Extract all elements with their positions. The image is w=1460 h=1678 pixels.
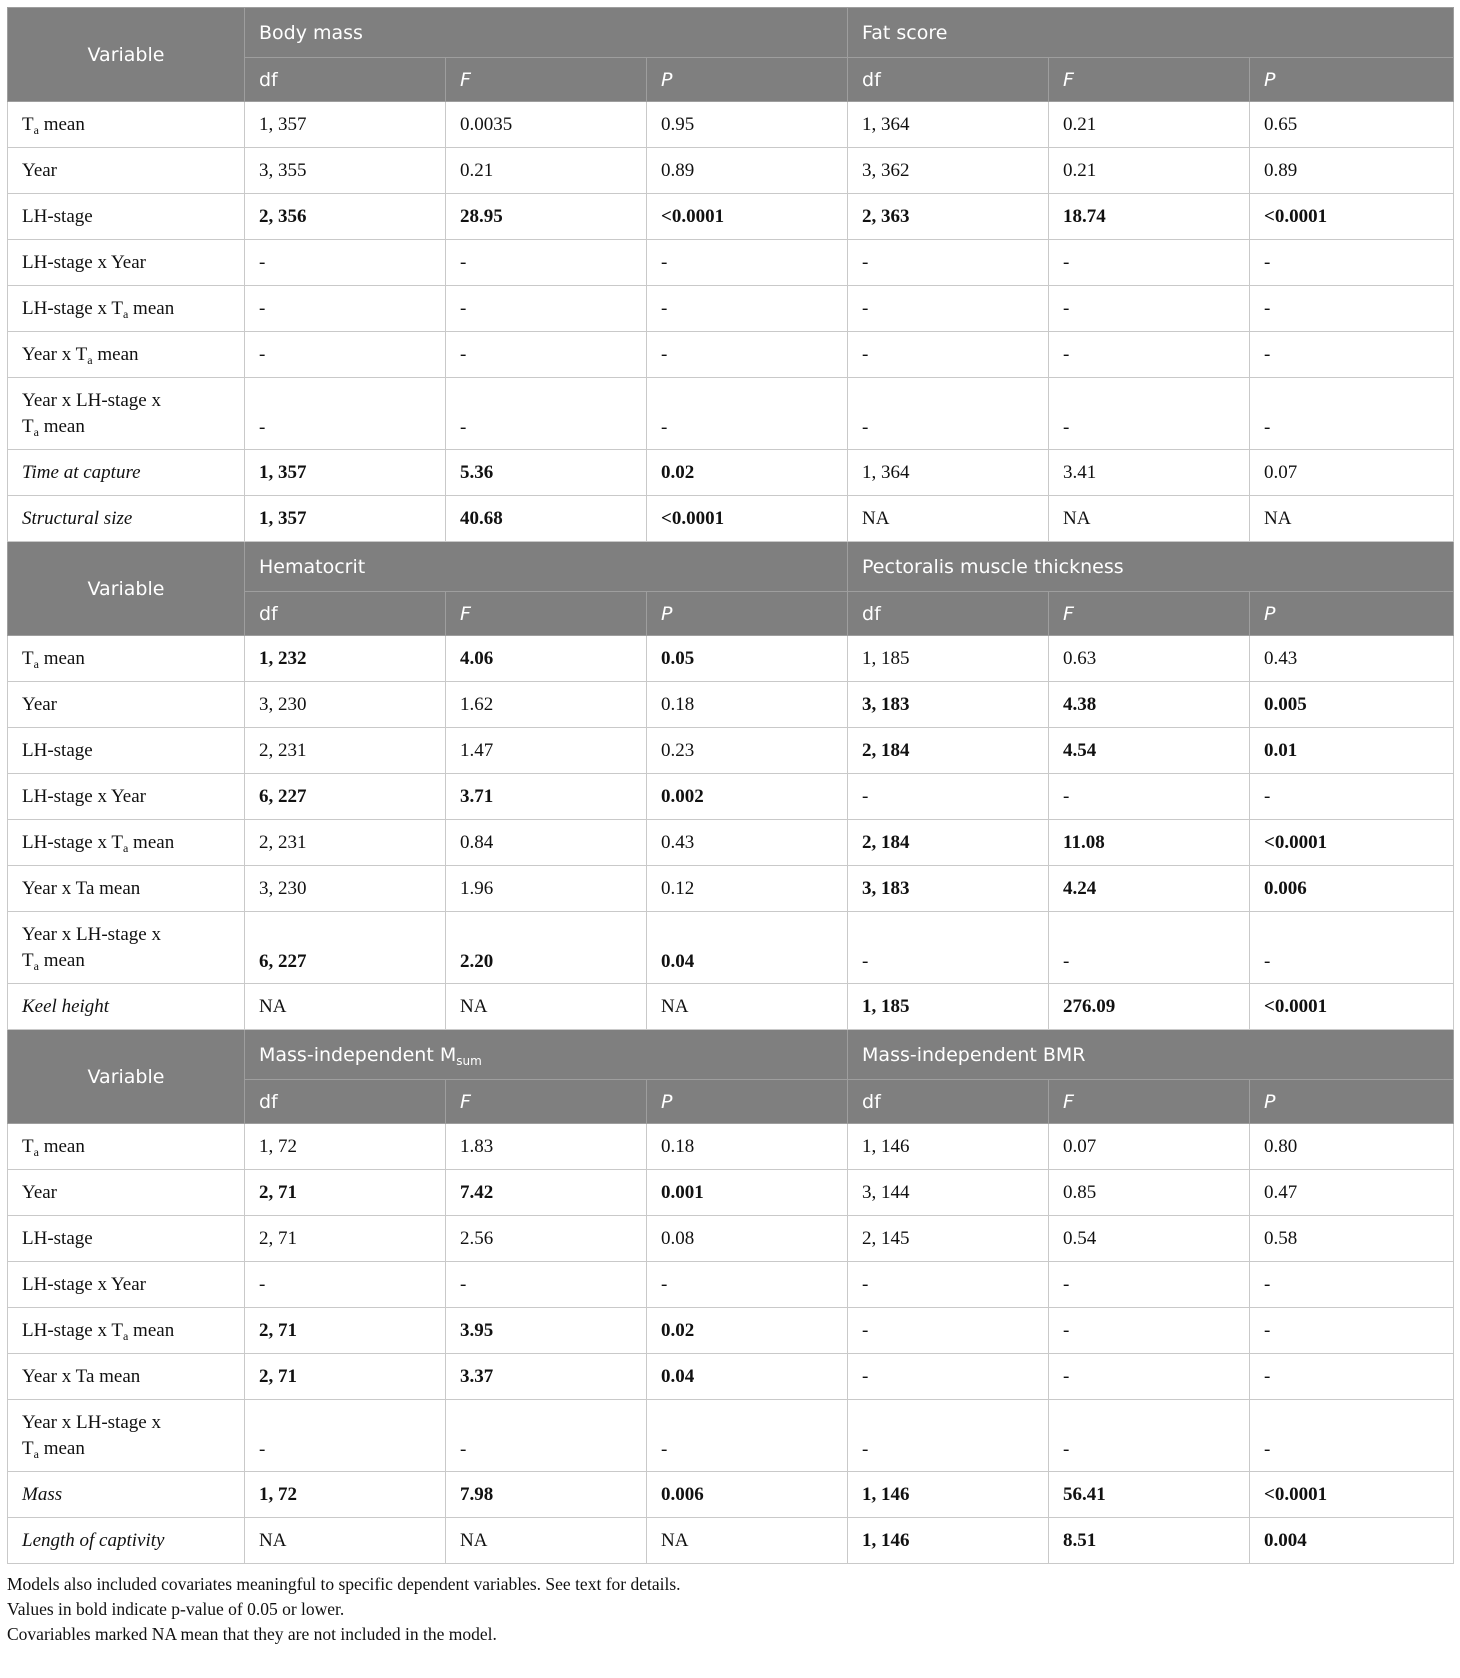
- row-label: [8, 866, 245, 912]
- table-cell: 0.80: [1250, 1124, 1454, 1170]
- table-cell: 0.58: [1250, 1216, 1454, 1262]
- table-cell: 7.42: [446, 1170, 647, 1216]
- group-header-subscript: sum: [456, 1053, 482, 1068]
- table-cell: 3.71: [446, 774, 647, 820]
- row-label-subscript: a: [33, 424, 39, 439]
- table-cell: -: [245, 378, 446, 450]
- table-cell: -: [848, 332, 1049, 378]
- table-cell: 0.001: [647, 1170, 848, 1216]
- table-cell: 1, 364: [848, 102, 1049, 148]
- p-header: P: [647, 58, 848, 102]
- table-cell: 0.006: [1250, 866, 1454, 912]
- table-cell: -: [245, 1400, 446, 1472]
- table-cell: NA: [848, 496, 1049, 542]
- table-row: [8, 378, 1454, 450]
- row-label-subscript: a: [122, 1328, 129, 1343]
- row-label-text: T: [22, 1135, 34, 1157]
- table-cell: 2, 356: [245, 194, 446, 240]
- table-cell: -: [647, 1400, 848, 1472]
- table-cell: -: [1250, 774, 1454, 820]
- row-label-subscript: a: [33, 656, 39, 671]
- row-label: [8, 820, 245, 866]
- row-label-subscript: a: [87, 352, 93, 367]
- table-cell: -: [1049, 240, 1250, 286]
- row-label-text: Year: [22, 1181, 58, 1203]
- table-cell: -: [848, 774, 1049, 820]
- table-cell: NA: [1250, 496, 1454, 542]
- table-cell: 0.47: [1250, 1170, 1454, 1216]
- table-cell: NA: [1049, 496, 1250, 542]
- row-label-text: LH-stage: [22, 739, 93, 761]
- df-header: df: [245, 58, 446, 102]
- table-cell: 0.85: [1049, 1170, 1250, 1216]
- table-cell: -: [647, 286, 848, 332]
- row-label-subscript: a: [33, 958, 39, 973]
- row-label-text: Year x LH-stage x: [22, 923, 161, 945]
- row-label: [8, 984, 245, 1030]
- f-header: F: [1049, 1080, 1250, 1124]
- f-header: F: [446, 1080, 647, 1124]
- row-label: [8, 1518, 245, 1564]
- table-cell: <0.0001: [1250, 820, 1454, 866]
- table-cell: -: [245, 1262, 446, 1308]
- table-cell: -: [1250, 240, 1454, 286]
- table-cell: 2, 145: [848, 1216, 1049, 1262]
- row-label-text: T: [22, 949, 34, 971]
- row-label: [8, 286, 245, 332]
- table-row: [8, 866, 1454, 912]
- df-header: df: [848, 58, 1049, 102]
- table-cell: 0.43: [647, 820, 848, 866]
- table-cell: 0.006: [647, 1472, 848, 1518]
- table-row: [8, 1472, 1454, 1518]
- row-label-text: LH-stage x Year: [22, 251, 147, 273]
- table-cell: 0.18: [647, 682, 848, 728]
- section-group-header-row: [8, 8, 1454, 58]
- row-label-text: Keel height: [22, 995, 110, 1017]
- table-cell: -: [446, 1262, 647, 1308]
- row-label-text: mean: [38, 415, 85, 437]
- table-cell: 1, 185: [848, 984, 1049, 1030]
- row-label: [8, 378, 245, 450]
- group-header-right: Mass-independent BMR: [848, 1030, 1454, 1080]
- table-row: [8, 240, 1454, 286]
- table-cell: 1.62: [446, 682, 647, 728]
- df-header: df: [848, 592, 1049, 636]
- table-cell: -: [1250, 286, 1454, 332]
- table-cell: 4.54: [1049, 728, 1250, 774]
- table-cell: 2, 71: [245, 1308, 446, 1354]
- row-label-text: Year: [22, 159, 58, 181]
- footnote-covariates: Models also included covariates meaningful to specific dependent variables. See text for details.: [7, 1574, 681, 1594]
- row-label: [8, 450, 245, 496]
- table-cell: <0.0001: [647, 194, 848, 240]
- row-label: [8, 636, 245, 682]
- f-header: F: [446, 58, 647, 102]
- table-cell: 1.83: [446, 1124, 647, 1170]
- table-cell: -: [1049, 332, 1250, 378]
- row-label-text: mean: [128, 831, 175, 853]
- row-label-subscript: a: [33, 1144, 39, 1159]
- table-cell: -: [1049, 1354, 1250, 1400]
- row-label-text: mean: [38, 949, 85, 971]
- table-cell: NA: [245, 1518, 446, 1564]
- row-label: [8, 1472, 245, 1518]
- table-cell: 1.47: [446, 728, 647, 774]
- row-label-subscript: a: [122, 306, 129, 321]
- table-row: [8, 820, 1454, 866]
- row-label: [8, 194, 245, 240]
- row-label: [8, 1400, 245, 1472]
- row-label: [8, 682, 245, 728]
- table-cell: 0.07: [1049, 1124, 1250, 1170]
- table-cell: -: [1250, 378, 1454, 450]
- group-header-right: Pectoralis muscle thickness: [848, 542, 1454, 592]
- p-header: P: [647, 592, 848, 636]
- table-row: [8, 774, 1454, 820]
- section-group-header-row: [8, 542, 1454, 592]
- table-cell: 40.68: [446, 496, 647, 542]
- row-label-text: LH-stage x T: [22, 1319, 123, 1341]
- row-label-subscript: a: [33, 1446, 39, 1461]
- table-row: [8, 450, 1454, 496]
- table-cell: 3, 230: [245, 682, 446, 728]
- table-cell: 0.89: [1250, 148, 1454, 194]
- table-cell: -: [1250, 912, 1454, 984]
- row-label: [8, 1124, 245, 1170]
- row-label-text: Time at capture: [22, 461, 141, 483]
- table-cell: -: [848, 1354, 1049, 1400]
- table-cell: 1, 185: [848, 636, 1049, 682]
- table-cell: 3, 144: [848, 1170, 1049, 1216]
- group-header-right: Fat score: [848, 8, 1454, 58]
- table-cell: 0.004: [1250, 1518, 1454, 1564]
- table-cell: 0.54: [1049, 1216, 1250, 1262]
- df-header: df: [245, 592, 446, 636]
- table-cell: 8.51: [1049, 1518, 1250, 1564]
- table-cell: -: [848, 1262, 1049, 1308]
- table-cell: 1, 72: [245, 1472, 446, 1518]
- footnote-bold-values: Values in bold indicate p-value of 0.05 or lower.: [7, 1599, 345, 1619]
- row-label: [8, 1354, 245, 1400]
- row-label-text: mean: [38, 1135, 85, 1157]
- table-row: [8, 1170, 1454, 1216]
- row-label: [8, 496, 245, 542]
- table-cell: 0.43: [1250, 636, 1454, 682]
- table-cell: -: [1049, 1308, 1250, 1354]
- table-cell: 1, 364: [848, 450, 1049, 496]
- table-cell: 6, 227: [245, 774, 446, 820]
- table-cell: 0.12: [647, 866, 848, 912]
- row-label-text: T: [22, 647, 34, 669]
- table-cell: 3.95: [446, 1308, 647, 1354]
- table-cell: 0.21: [1049, 148, 1250, 194]
- table-cell: -: [245, 332, 446, 378]
- table-cell: -: [446, 378, 647, 450]
- table-cell: 0.18: [647, 1124, 848, 1170]
- variable-column-header: Variable: [8, 1030, 245, 1124]
- table-cell: <0.0001: [1250, 1472, 1454, 1518]
- table-row: [8, 1262, 1454, 1308]
- row-label-text: LH-stage x Year: [22, 1273, 147, 1295]
- table-cell: -: [1049, 378, 1250, 450]
- table-cell: <0.0001: [647, 496, 848, 542]
- table-cell: NA: [446, 1518, 647, 1564]
- table-cell: 3, 362: [848, 148, 1049, 194]
- table-footnotes: [7, 1572, 1453, 1647]
- table-cell: 0.08: [647, 1216, 848, 1262]
- f-header: F: [1049, 592, 1250, 636]
- table-cell: 0.01: [1250, 728, 1454, 774]
- table-cell: 276.09: [1049, 984, 1250, 1030]
- table-cell: 2, 71: [245, 1354, 446, 1400]
- row-label-text: Year x Ta mean: [22, 877, 141, 899]
- row-label: [8, 102, 245, 148]
- table-row: [8, 912, 1454, 984]
- table-cell: -: [245, 286, 446, 332]
- table-cell: 0.84: [446, 820, 647, 866]
- row-label-text: Year x LH-stage x: [22, 389, 161, 411]
- table-cell: 4.38: [1049, 682, 1250, 728]
- table-cell: -: [446, 240, 647, 286]
- table-cell: 0.02: [647, 450, 848, 496]
- table-row: [8, 496, 1454, 542]
- section-group-header-row: [8, 1030, 1454, 1080]
- table-cell: 6, 227: [245, 912, 446, 984]
- table-cell: 3.37: [446, 1354, 647, 1400]
- table-cell: -: [848, 378, 1049, 450]
- row-label-text: T: [22, 415, 34, 437]
- variable-column-header: Variable: [8, 8, 245, 102]
- table-cell: 56.41: [1049, 1472, 1250, 1518]
- table-cell: 1.96: [446, 866, 647, 912]
- row-label: [8, 774, 245, 820]
- row-label: [8, 1216, 245, 1262]
- table-cell: 3, 355: [245, 148, 446, 194]
- f-header: F: [446, 592, 647, 636]
- row-label-text: mean: [128, 1319, 175, 1341]
- table-cell: -: [848, 1308, 1049, 1354]
- table-cell: -: [1250, 1354, 1454, 1400]
- table-cell: 2, 184: [848, 820, 1049, 866]
- table-cell: 4.24: [1049, 866, 1250, 912]
- table-row: [8, 1308, 1454, 1354]
- table-cell: -: [848, 240, 1049, 286]
- table-cell: 0.89: [647, 148, 848, 194]
- table-cell: 1, 146: [848, 1518, 1049, 1564]
- table-row: [8, 286, 1454, 332]
- table-cell: 2, 363: [848, 194, 1049, 240]
- row-label-text: Year x LH-stage x: [22, 1411, 161, 1433]
- group-header-left: [245, 1030, 848, 1080]
- df-header: df: [245, 1080, 446, 1124]
- row-label-text: LH-stage: [22, 1227, 93, 1249]
- table-cell: 3, 183: [848, 866, 1049, 912]
- table-cell: 0.95: [647, 102, 848, 148]
- table-cell: -: [647, 240, 848, 286]
- table-row: [8, 148, 1454, 194]
- table-row: [8, 332, 1454, 378]
- group-header-left: Body mass: [245, 8, 848, 58]
- table-cell: 1, 146: [848, 1124, 1049, 1170]
- row-label: [8, 148, 245, 194]
- table-cell: -: [1049, 774, 1250, 820]
- row-label-text: Year x Ta mean: [22, 1365, 141, 1387]
- table-cell: -: [1049, 1262, 1250, 1308]
- table-cell: -: [848, 1400, 1049, 1472]
- table-cell: -: [1049, 1400, 1250, 1472]
- table-cell: 28.95: [446, 194, 647, 240]
- row-label: [8, 728, 245, 774]
- table-cell: -: [848, 286, 1049, 332]
- table-cell: 2, 71: [245, 1170, 446, 1216]
- row-label-text: mean: [128, 297, 175, 319]
- table-row: [8, 102, 1454, 148]
- row-label-text: Length of captivity: [22, 1529, 165, 1551]
- table-cell: -: [1049, 912, 1250, 984]
- table-cell: 0.04: [647, 1354, 848, 1400]
- table-row: [8, 1216, 1454, 1262]
- table-cell: 5.36: [446, 450, 647, 496]
- table-cell: -: [647, 378, 848, 450]
- table-cell: -: [647, 332, 848, 378]
- row-label-text: Mass: [22, 1483, 63, 1505]
- variable-column-header: Variable: [8, 542, 245, 636]
- table-cell: 0.005: [1250, 682, 1454, 728]
- row-label: [8, 912, 245, 984]
- table-row: [8, 1124, 1454, 1170]
- row-label-text: LH-stage x Year: [22, 785, 147, 807]
- table-cell: 2, 231: [245, 820, 446, 866]
- table-row: [8, 682, 1454, 728]
- table-cell: -: [1250, 1308, 1454, 1354]
- group-header-left: Hematocrit: [245, 542, 848, 592]
- table-cell: 0.0035: [446, 102, 647, 148]
- table-cell: 2, 71: [245, 1216, 446, 1262]
- table-cell: 0.21: [1049, 102, 1250, 148]
- table-row: [8, 1400, 1454, 1472]
- table-cell: 4.06: [446, 636, 647, 682]
- table-cell: <0.0001: [1250, 194, 1454, 240]
- table-cell: -: [446, 1400, 647, 1472]
- table-cell: 0.05: [647, 636, 848, 682]
- table-cell: 3.41: [1049, 450, 1250, 496]
- table-cell: <0.0001: [1250, 984, 1454, 1030]
- df-header: df: [848, 1080, 1049, 1124]
- row-label-text: LH-stage x T: [22, 831, 123, 853]
- table-cell: 1, 146: [848, 1472, 1049, 1518]
- group-header-text: Mass-independent M: [259, 1043, 457, 1066]
- row-label-text: T: [22, 113, 34, 135]
- row-label-text: mean: [38, 1437, 85, 1459]
- table-cell: 2.56: [446, 1216, 647, 1262]
- p-header: P: [1250, 1080, 1454, 1124]
- table-cell: 2.20: [446, 912, 647, 984]
- row-label: [8, 1262, 245, 1308]
- table-cell: NA: [245, 984, 446, 1030]
- table-cell: 1, 72: [245, 1124, 446, 1170]
- row-label-text: LH-stage x T: [22, 297, 123, 319]
- table-cell: 1, 357: [245, 102, 446, 148]
- anova-results-table: [7, 7, 1454, 1564]
- table-cell: -: [848, 912, 1049, 984]
- table-cell: NA: [647, 1518, 848, 1564]
- table-row: [8, 984, 1454, 1030]
- row-label-text: mean: [38, 113, 85, 135]
- row-label-text: Year: [22, 693, 58, 715]
- table-cell: 0.23: [647, 728, 848, 774]
- row-label-text: T: [22, 1437, 34, 1459]
- table-cell: 0.002: [647, 774, 848, 820]
- table-cell: NA: [446, 984, 647, 1030]
- results-table-container: [7, 7, 1453, 1647]
- table-cell: 0.07: [1250, 450, 1454, 496]
- table-cell: 2, 231: [245, 728, 446, 774]
- row-label-subscript: a: [33, 122, 39, 137]
- table-cell: -: [1250, 332, 1454, 378]
- table-cell: 0.21: [446, 148, 647, 194]
- row-label-text: mean: [38, 647, 85, 669]
- table-cell: 1, 357: [245, 496, 446, 542]
- table-cell: 11.08: [1049, 820, 1250, 866]
- row-label-text: LH-stage: [22, 205, 93, 227]
- footnote-na-covariables: Covariables marked NA mean that they are not included in the model.: [7, 1624, 497, 1644]
- row-label-subscript: a: [122, 840, 129, 855]
- row-label: [8, 1170, 245, 1216]
- table-cell: 1, 357: [245, 450, 446, 496]
- table-cell: NA: [647, 984, 848, 1030]
- table-cell: 0.02: [647, 1308, 848, 1354]
- table-cell: 0.04: [647, 912, 848, 984]
- table-cell: 7.98: [446, 1472, 647, 1518]
- p-header: P: [1250, 592, 1454, 636]
- table-cell: -: [446, 286, 647, 332]
- table-cell: 0.65: [1250, 102, 1454, 148]
- row-label-text: Structural size: [22, 507, 133, 529]
- table-cell: -: [1250, 1262, 1454, 1308]
- row-label-text: Year x T: [22, 343, 88, 365]
- table-cell: -: [446, 332, 647, 378]
- table-cell: -: [1250, 1400, 1454, 1472]
- table-row: [8, 728, 1454, 774]
- table-row: [8, 194, 1454, 240]
- p-header: P: [647, 1080, 848, 1124]
- row-label: [8, 1308, 245, 1354]
- table-cell: -: [245, 240, 446, 286]
- table-cell: 1, 232: [245, 636, 446, 682]
- table-row: [8, 636, 1454, 682]
- table-cell: -: [1049, 286, 1250, 332]
- f-header: F: [1049, 58, 1250, 102]
- table-row: [8, 1354, 1454, 1400]
- table-cell: -: [647, 1262, 848, 1308]
- p-header: P: [1250, 58, 1454, 102]
- row-label: [8, 240, 245, 286]
- table-cell: 2, 184: [848, 728, 1049, 774]
- table-cell: 0.63: [1049, 636, 1250, 682]
- row-label-text: mean: [92, 343, 139, 365]
- table-cell: 3, 230: [245, 866, 446, 912]
- row-label: [8, 332, 245, 378]
- table-cell: 3, 183: [848, 682, 1049, 728]
- table-row: [8, 1518, 1454, 1564]
- table-cell: 18.74: [1049, 194, 1250, 240]
